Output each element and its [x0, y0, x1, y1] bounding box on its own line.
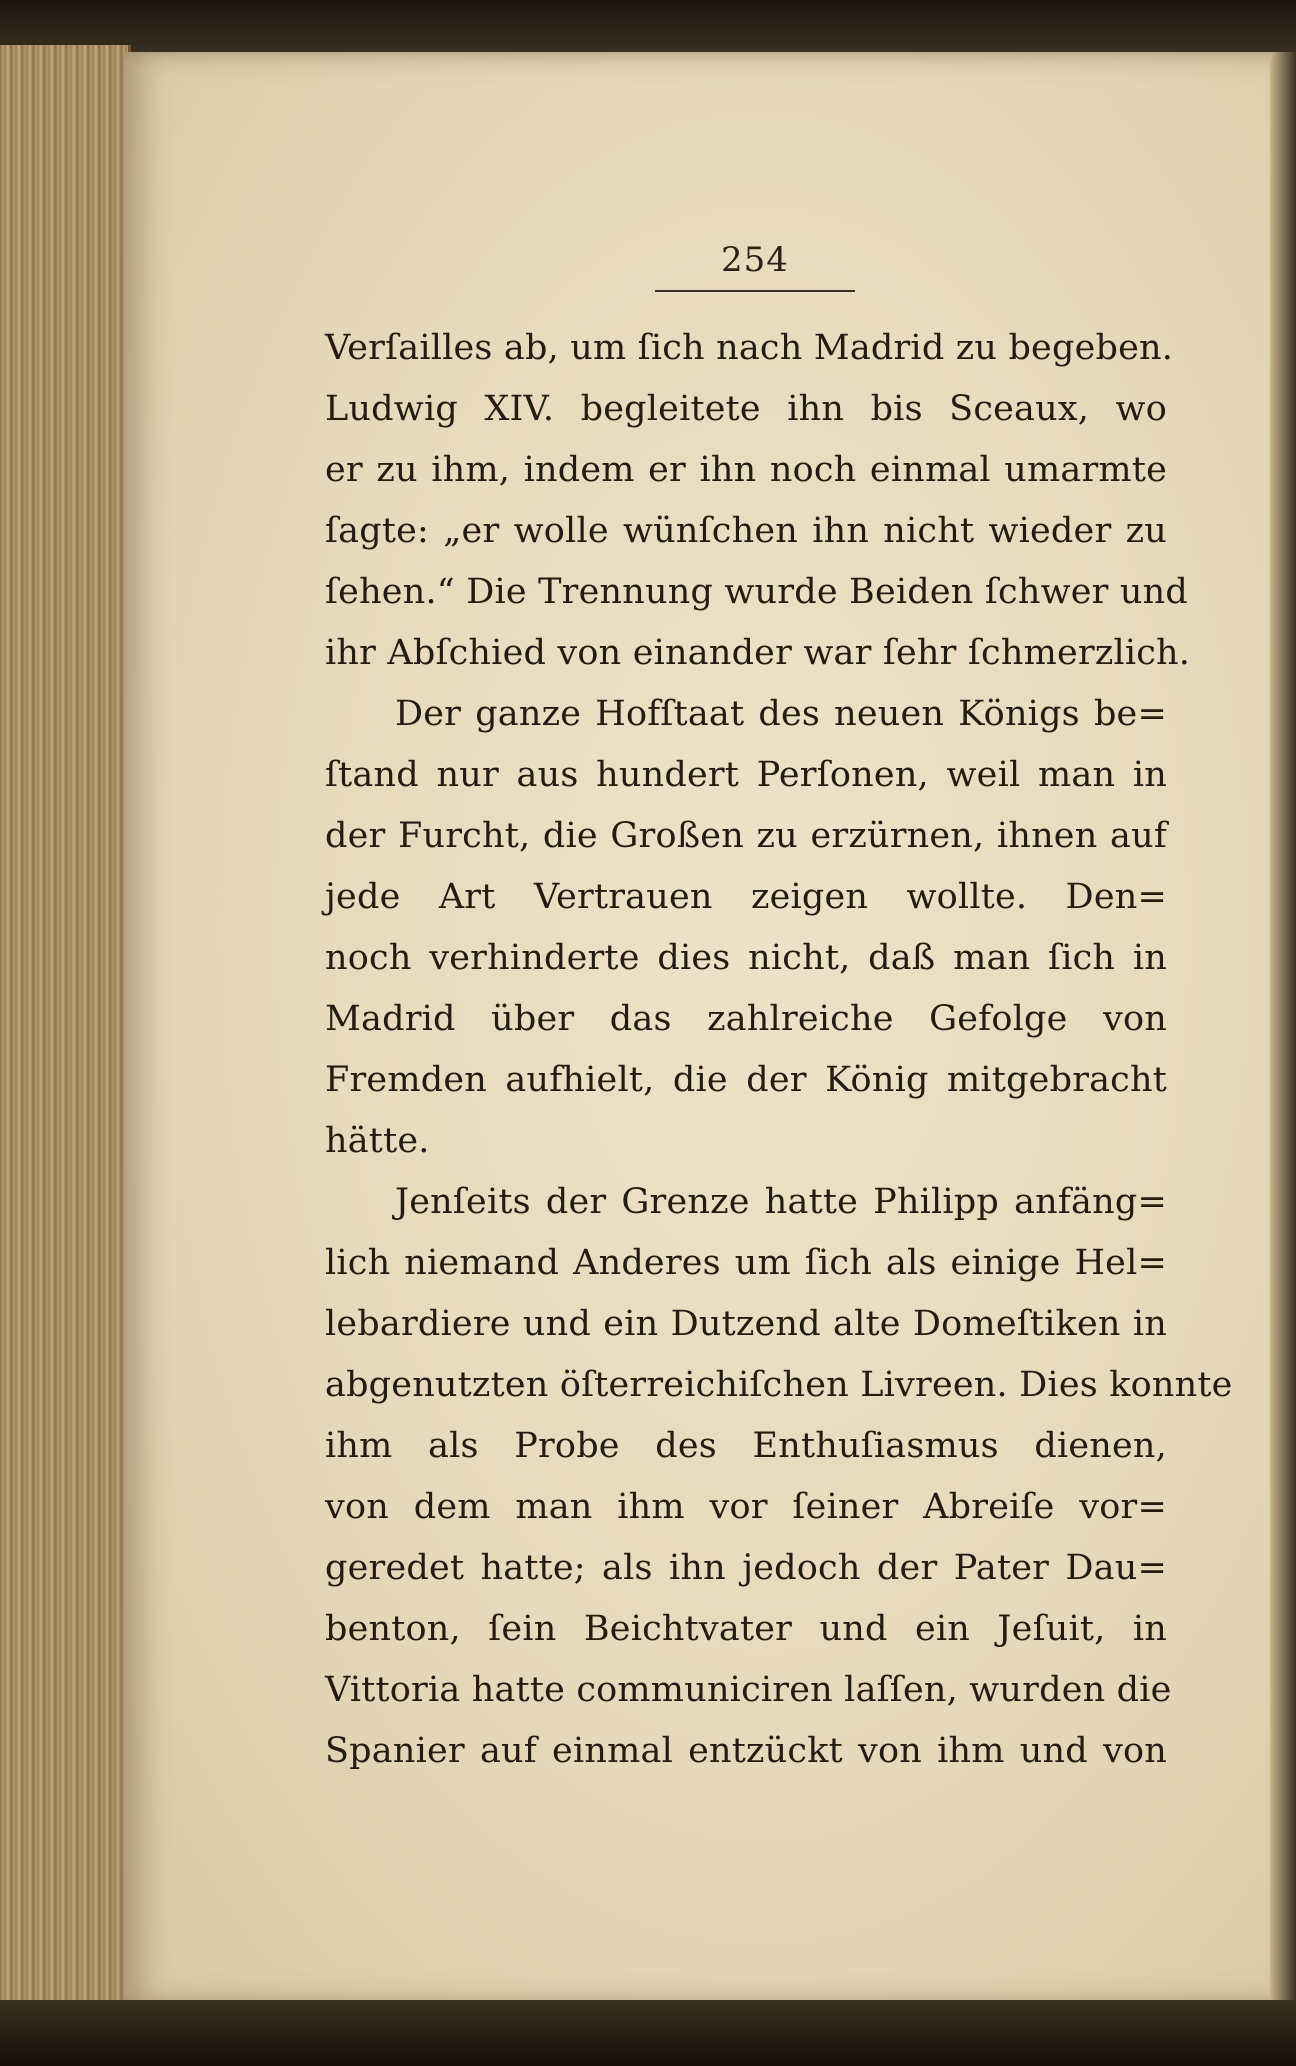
text-line: noch verhinderte dies nicht, daß man ſich in	[325, 938, 1167, 978]
text-line: abgenutzten öſterreichiſchen Livreen. Dies konnte	[325, 1365, 1233, 1405]
text-line: er zu ihm, indem er ihn noch einmal umarmte	[325, 450, 1167, 490]
text-line: Spanier auf einmal entzückt von ihm und von	[325, 1731, 1167, 1771]
body-text	[325, 318, 1233, 1782]
text-line: lich niemand Anderes um ſich als einige Hel=	[325, 1243, 1167, 1283]
text-line: benton, ſein Beichtvater und ein Jeſuit, in	[325, 1609, 1167, 1649]
text-line: Madrid über das zahlreiche Gefolge von	[325, 999, 1167, 1039]
text-line: ſtand nur aus hundert Perſonen, weil man in	[325, 755, 1167, 795]
text-line: von dem man ihm vor ſeiner Abreiſe vor=	[325, 1487, 1167, 1527]
text-line: jede Art Vertrauen zeigen wollte. Den=	[325, 877, 1167, 917]
page-right-edge	[1270, 52, 1296, 2004]
text-line: hätte.	[325, 1121, 430, 1161]
page-number-rule	[655, 290, 855, 292]
text-line: Verſailles ab, um ſich nach Madrid zu begeben.	[325, 328, 1174, 368]
text-line: geredet hatte; als ihn jedoch der Pater Dau=	[325, 1548, 1167, 1588]
book-page-edges	[0, 45, 131, 2005]
page-number: 254	[721, 240, 789, 280]
text-line: ihr Abſchied von einander war ſehr ſchmerzlich.	[325, 633, 1191, 673]
text-line: Ludwig XIV. begleitete ihn bis Sceaux, wo	[325, 389, 1167, 429]
text-line: Jenſeits der Grenze hatte Philipp anfäng=	[395, 1182, 1167, 1222]
text-line: der Furcht, die Großen zu erzürnen, ihnen auf	[325, 816, 1167, 856]
text-line: Der ganze Hofſtaat des neuen Königs be=	[395, 694, 1167, 734]
scan-bottom-border	[0, 2000, 1296, 2066]
text-line: ſagte: „er wolle wünſchen ihn nicht wieder zu	[325, 511, 1167, 551]
text-line: ihm als Probe des Enthuſiasmus dienen,	[325, 1426, 1167, 1466]
text-line: lebardiere und ein Dutzend alte Domeſtiken in	[325, 1304, 1167, 1344]
scan-top-border	[0, 0, 1296, 55]
text-line: Vittoria hatte communiciren laſſen, wurden die	[325, 1670, 1172, 1710]
text-line: Fremden aufhielt, die der König mitgebracht	[325, 1060, 1167, 1100]
text-line: ſehen.“ Die Trennung wurde Beiden ſchwer und	[325, 572, 1188, 612]
